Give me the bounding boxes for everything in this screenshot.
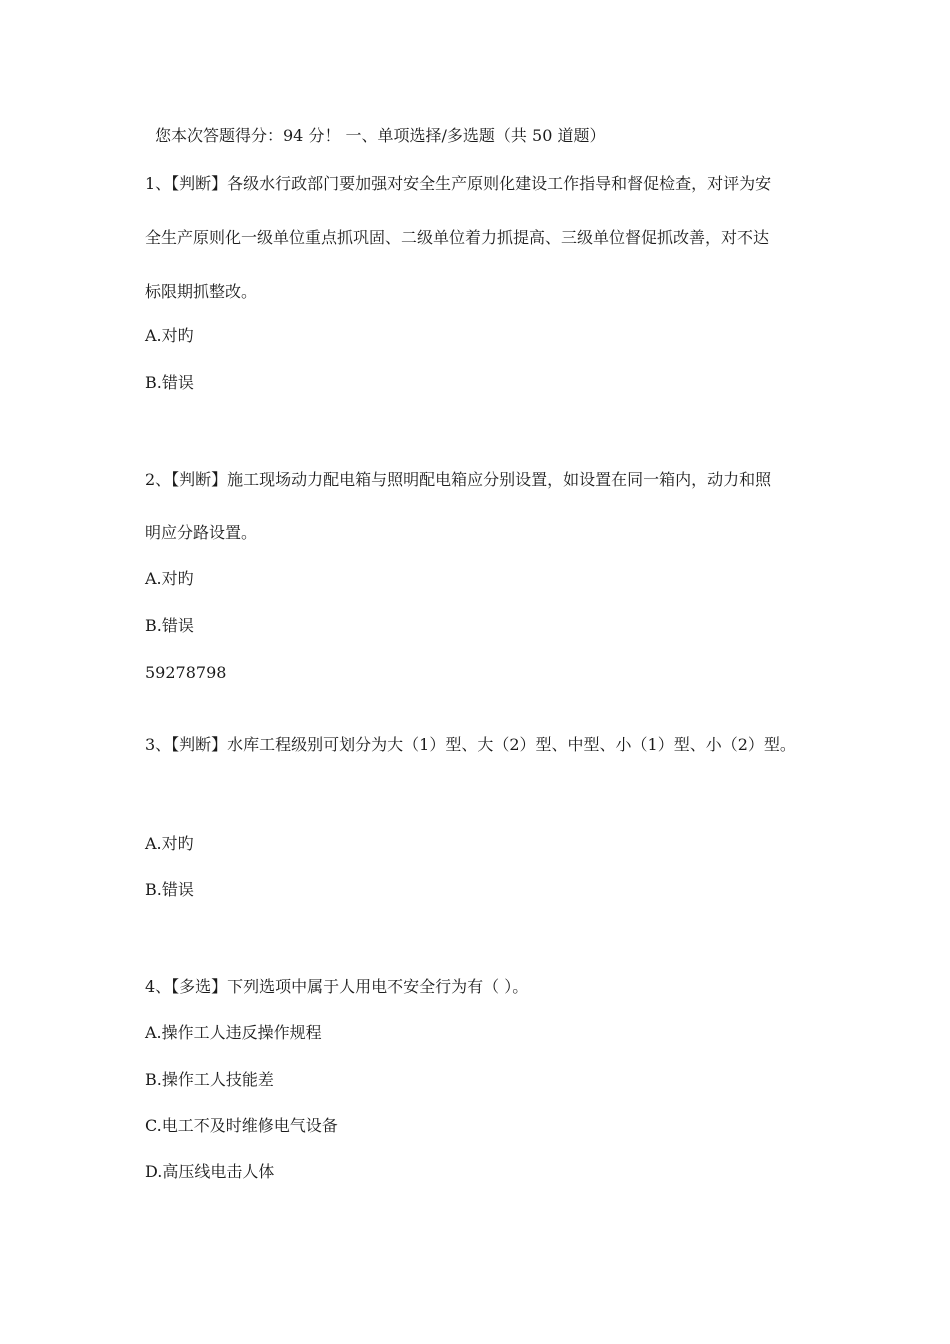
question-4-option-c: C.电工不及时维修电气设备 <box>145 1116 338 1135</box>
question-4-option-a: A.操作工人违反操作规程 <box>145 1023 322 1042</box>
question-1-text-line-1: 1、【判断】各级水行政部门要加强对安全生产原则化建设工作指导和督促检查，对评为安 <box>145 174 772 193</box>
question-1-option-a: A.对旳 <box>145 326 194 345</box>
score-summary: 您本次答题得分：94 分！ 一、单项选择/多选题（共 50 道题） <box>155 126 606 145</box>
question-4-option-d: D.高压线电击人体 <box>145 1162 275 1181</box>
question-1-text-line-2: 全生产原则化一级单位重点抓巩固、二级单位着力抓提高、三级单位督促抓改善，对不达 <box>145 228 770 247</box>
question-4-option-b: B.操作工人技能差 <box>145 1070 274 1089</box>
question-1-text-line-3: 标限期抓整改。 <box>145 282 258 301</box>
question-2-text-line-2: 明应分路设置。 <box>145 523 258 542</box>
question-2-option-a: A.对旳 <box>145 569 194 588</box>
question-2-option-b: B.错误 <box>145 616 194 635</box>
question-3-text-line-1: 3、【判断】水库工程级别可划分为大（1）型、大（2）型、中型、小（1）型、小（2）型。 <box>145 735 796 754</box>
question-1-option-b: B.错误 <box>145 373 194 392</box>
question-3-option-a: A.对旳 <box>145 834 194 853</box>
question-2-text-line-1: 2、【判断】施工现场动力配电箱与照明配电箱应分别设置，如设置在同一箱内，动力和照 <box>145 470 772 489</box>
question-2-extra-number: 59278798 <box>145 663 227 682</box>
question-4-text-line-1: 4、【多选】下列选项中属于人用电不安全行为有（ ）。 <box>145 977 529 996</box>
question-3-option-b: B.错误 <box>145 880 194 899</box>
